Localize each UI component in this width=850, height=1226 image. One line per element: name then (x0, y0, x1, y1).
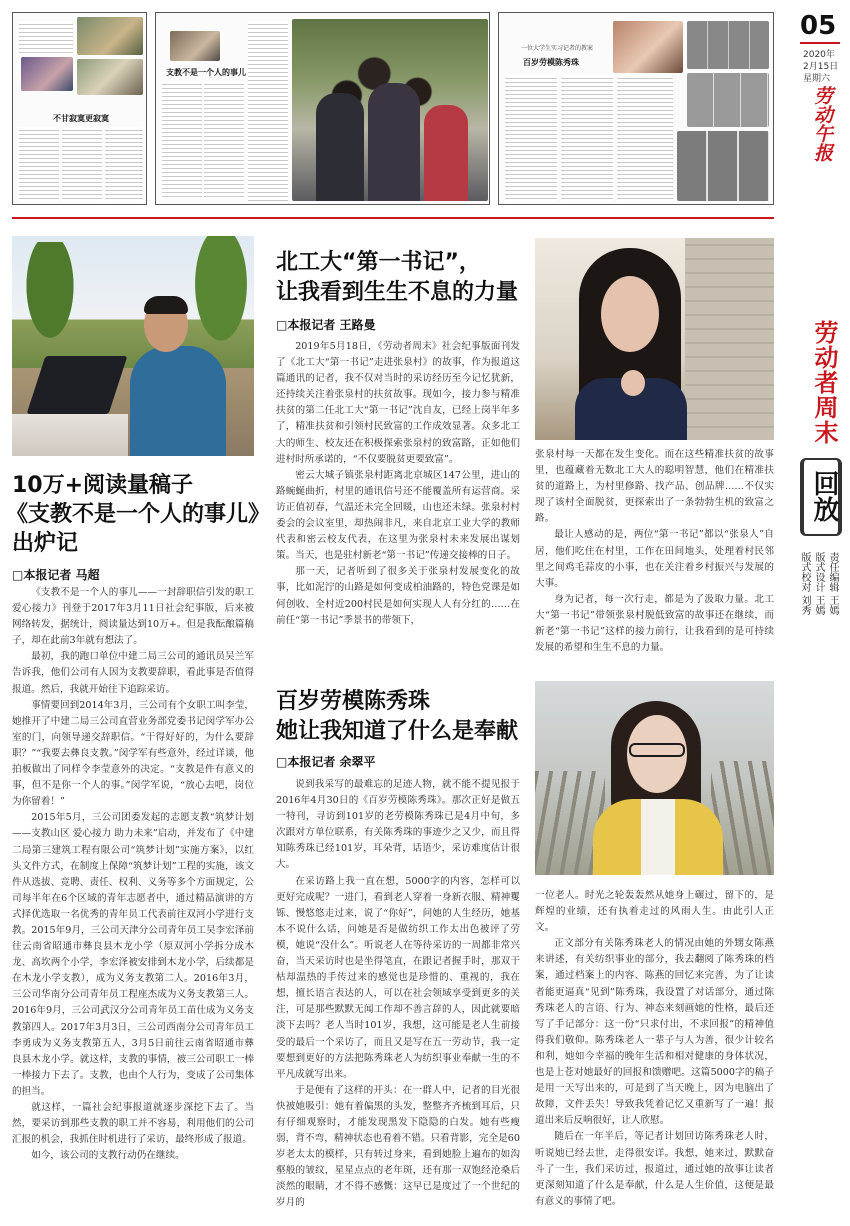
thumbnail-title: 百岁劳模陈秀珠 (523, 58, 579, 67)
paragraph: 一位老人。时光之轮轰轰然从她身上碾过，留下的，是辉煌的业绩，还有执着走过的风雨人生。由此引人正文。 (535, 890, 774, 934)
newspaper-logo[interactable]: 劳动午报 (811, 86, 833, 162)
paragraph: 张泉村每一天都在发生变化。而在这些精准扶贫的故事里，也蕴藏着无数北工大人的聪明智慧，他们在精准扶贫的道路上，为村里修路、找产品、创品牌……不仅实现了该村全面脱贫，更探索出了一条勃勃生机的致富之路。 (535, 449, 774, 525)
person-body (130, 346, 226, 456)
thumbnail-photo (170, 31, 220, 61)
paragraph: 《支教不是一个人的事儿——一封辞职信引发的职工爱心接力》刊登于2017年3月11日社会纪事版，后来被网络转发，据统计，阅读量达到10万+。但是我酝酿篇稿子，却在此前3年就有想法了。 (12, 587, 254, 647)
paragraph: 2019年5月18日，《劳动者周末》社会纪事版面刊发了《北工大“第一书记”走进张泉村》的故事，作为报道这篇通讯的记者，我不仅对当时的采访经历至今记忆犹新，还持续关注着张泉村的扶贫故事。现如今，接力参与精准扶贫的第二任北工大“第一书记”沈自友，已经上岗半年多了，精准扶贫和引领村民致富的工作成效显著。众多北工大的师生、校友还在积极探索张泉村的致富路，正如他们进村时所承诺的，“不仅要脱贫更要致富”。 (276, 341, 520, 465)
article2-headline (276, 248, 518, 308)
paragraph: 身为记者，每一次行走，都是为了汲取力量。北工大“第一书记”带领张泉村脱低致富的故事还在继续，而新老“第一书记”这样的接力前行，让我看到的是可持续发展的希望和生生不息的力量。 (535, 593, 774, 654)
headline-line: 出炉记 (12, 531, 79, 556)
headline-line: 百岁劳模陈秀珠 (276, 689, 431, 714)
glasses (629, 743, 685, 757)
article1-body (12, 585, 254, 1223)
paragraph: 事情要回到2014年3月，三公司有个女职工叫李莹，她推开了中建二局三公司直营业务部党委书记闵学军办公室的门，向领导递交辞职信。“干得好好的，为什么要辞职？”“我要去彝良支教。”闵学军有些意外，经过详谈，他拍板做出了同样令李莹意外的决定。“支教是件有意义的事，但不是你一个人的事。”闵学军说，“放心去吧，岗位为你留着！” (12, 699, 254, 808)
headline-line: 让我看到生生不息的力量 (276, 280, 519, 305)
thumbnail-photo (677, 131, 769, 201)
credit-editor: 责任编辑 王嫣 (827, 552, 838, 616)
paragraph: 在采访路上我一直在想，5000字的内容，怎样可以更好完成呢？一进门，看到老人穿着一身新衣服、精神矍铄、慢悠悠走过来，说了“你好”，问她的人生经历，她基本不说什么话，问她是否是做纺织工作太出色被评了劳模，她说“没什么”。听说老人在等待采访的一周都非常兴奋，当天采访时也是坐得笔直，在跟记者握手时，那双干枯却温热的手传过来的感觉也是珍惜的、重视的，我在想，擅长语言表达的人，可以在社会领域享受到更多的关注，可是那些默默无闻工作却不善言辞的人，因此就要暗淡下去吗？老人当时101岁，我想，这可能是老人生前接受的最后一个采访了，而且又是写在五一劳动节，我一定要想到更好的方法把陈秀珠老人为纺织事业奉献一生的不平凡成就写出来。 (276, 875, 520, 1080)
thumbnail-photo (613, 21, 683, 73)
tree-shape (188, 236, 254, 356)
issue-weekday: 星期六 (803, 74, 831, 84)
paragraph: 就这样，一篇社会纪事报道就逐步深挖下去了。当然，要采访到那些支教的职工并不容易，利用他们的公司汇报的机会，我抓住时机进行了采访，最终形成了报道。 (12, 1102, 254, 1146)
article2-body-right (535, 447, 774, 669)
article2-body-left (276, 339, 520, 675)
paragraph: 于是便有了这样的开头：在一群人中，记者的目光很快被她吸引：她有着偏黑的头发，整整齐齐梳到耳后，只有仔细观察时，才能发现黑发下隐隐的白发。她有些瘦弱，背不弯，精神状态也看着不错。只看背影，完全是60岁老太太的模样，只有转过身来，看到她脸上遍布的如沟壑般的皱纹，星星点点的老年斑，还有那一双饱经沧桑后淡然的眼睛，才不得不感慨：这早已是度过了一个世纪的岁月的 (276, 1084, 520, 1209)
section-divider (12, 217, 774, 219)
article3-body-right (535, 888, 774, 1223)
thumbnail-photo (77, 59, 143, 95)
headline-line: 北工大“第一书记”， (276, 250, 481, 275)
paragraph: 2015年5月，三公司团委发起的志愿支教“筑梦计划——支教山区 爱心接力 助力未来”启动，并发布了《中建二局第三建筑工程有限公司“筑梦计划”实施方案》，以红头文件方式，在制度上保障“筑梦计划”工程的实施，该文件从选拔、竞聘、责任、权利、义务等多个方面规定，公司每半年在6个区域的青年志愿者中，通过精品演讲的方式择优选取一名优秀的青年员工代表前往双河小学进行支教。2015年9月，三公司天津分公司青年员工吴李宏泽前往云南省昭通市彝良县木龙小学（原双河小学拆分成木龙、高坎两个小学，李宏泽被安排到木龙小学，后续都是在木龙小学支教），成为义务支教第二人。2016年3月，三公司华南分公司青年员工程座杰成为义务支教第三人。2016年9月，三公司武汉分公司青年员工苗仕成为义务支教第四人。2017年3月3日，三公司西南分公司青年员工李勇成为义务支教第五人，3月5日前往云南省昭通市彝良县木龙小学。就这样，支教的事情，被三公司职工一棒一棒接力下去了。支教，也由个人行为，变成了公司集体的担当。 (12, 812, 254, 1097)
thumbnail-page-3[interactable] (498, 12, 774, 205)
article1-headline (6, 471, 271, 558)
thumbnail-page-1[interactable] (12, 12, 147, 205)
tree-shape (20, 242, 80, 352)
article1-photo (12, 236, 254, 456)
article3-byline: □本报记者 余翠平 (276, 755, 376, 769)
thumbnail-photo (21, 57, 73, 91)
paragraph: 那一天，记者听到了很多关于张泉村发展变化的故事，比如泥泞的山路是如何变成柏油路的，特色党课是如何创收、全村近200村民是如何实现人人有分红的……在前任“第一书记”季景书的带领下， (276, 566, 520, 626)
thumbnail-kicker: 一位大学生实习记者的教案 (521, 45, 594, 52)
article3-body-left (276, 777, 520, 1223)
article3-photo (535, 681, 774, 875)
headline-line: 《支教不是一个人的事儿》 (6, 502, 271, 527)
article3-headline (276, 687, 518, 747)
laptop (27, 356, 128, 414)
headline-line: 10万+阅读量稿子 (12, 473, 194, 498)
headline-line: 她让我知道了什么是奉献 (276, 719, 519, 744)
article2-byline: □本报记者 王路曼 (276, 318, 376, 332)
paragraph: 说到我采写的最难忘的足迹人物，就不能不提见报于2016年4月30日的《百岁劳模陈秀珠》。那次正好是做五一特刊，寻访到101岁的老劳模陈秀珠已是4月中旬，多次跟对方单位联系，有关陈秀珠的事迹少之又少，而且得知陈秀珠已经101岁，耳朵背，话语少，采访难度估计很大。 (276, 779, 520, 871)
thumbnail-title: 支教不是一个人的事儿 (166, 68, 246, 77)
credit-proof: 版式校对 刘秀 (799, 552, 810, 616)
paragraph: 正文部分有关陈秀珠老人的情况由她的外甥女陈燕来讲述，有关纺织事业的部分，我去翻阅了陈秀珠的档案，通过档案上的内容、陈燕的回忆来完善，为了让读者能更逼真“见到”陈秀珠，我设置了对话部分，通过陈秀珠老人的言语、行为、神态来刻画她的性格，最后还写了手记部分：这一份“只求付出，不求回报”的精神值得我们敬仰。陈秀珠老人一辈子与人为善，很少计较名和利，她如今幸福的晚年生活和相对健康的身体状况，也是上苍对她最好的回报和馈赠吧。这篇5000字的稿子是用一天写出来的，可是到了当天晚上，因为电脑出了故障，文件丢失！导致我凭着记忆又重新写了一遍！报道出来后反响很好，让人欣慰。 (535, 938, 774, 1127)
paragraph: 最让人感动的是，两位“第一书记”都以“张泉人”自居，他们吃住在村里，工作在田间地头，处理着村民邻里之间鸡毛蒜皮的小事，也在关注着乡村振兴与发展的大事。 (535, 529, 774, 589)
page-number: 05 (800, 10, 840, 44)
paragraph: 最初，我的跑口单位中建二局三公司的通讯员吴兰军告诉我，他们公司有人因为支教要辞职，看此事是否值得报道。然后，我就开始往下追踪采访。 (12, 651, 254, 695)
column-name: 劳动者周末 (810, 320, 838, 445)
thumbnail-title: 不甘寂寞更寂寞 (53, 114, 109, 123)
paragraph: 密云大城子镇张泉村距离北京城区147公里，进山的路蜿蜒曲折，村里的通讯信号还不能覆盖所有运营商。采访正值初春，气温还未完全回暖，山也还未绿。张泉村村委会的会议室里，却热闹非凡，来自北京工业大学的教师代表和密云校友代表，在这里为张泉村未来发展出谋划策。当天，也是驻村新老“第一书记”传递交接棒的日子。 (276, 469, 520, 562)
article1-byline: □本报记者 马超 (12, 568, 100, 582)
thumbnail-photo (687, 73, 769, 127)
thumbnail-page-2[interactable] (155, 12, 490, 205)
thumbnail-photo (77, 17, 143, 55)
section-name: 回放 (809, 470, 839, 522)
issue-year: 2020年 (803, 50, 835, 60)
thumbnail-photo (687, 21, 769, 69)
credit-design: 版式设计 王嫣 (813, 552, 824, 616)
issue-date: 2月15日 (803, 62, 839, 72)
person-face (601, 276, 659, 352)
paragraph: 如今，该公司的支教行动仍在继续。 (31, 1150, 185, 1162)
paragraph: 随后在一年半后，等记者计划回访陈秀珠老人时，听说她已经去世，走得很安详。我想，她来过，默默奋斗了一生，我们采访过，报道过，通过她的故事让读者更深刻知道了什么是奉献，什么是人生价值，这便是最有意义的事情了吧。 (535, 1131, 774, 1207)
article2-photo (535, 238, 774, 440)
